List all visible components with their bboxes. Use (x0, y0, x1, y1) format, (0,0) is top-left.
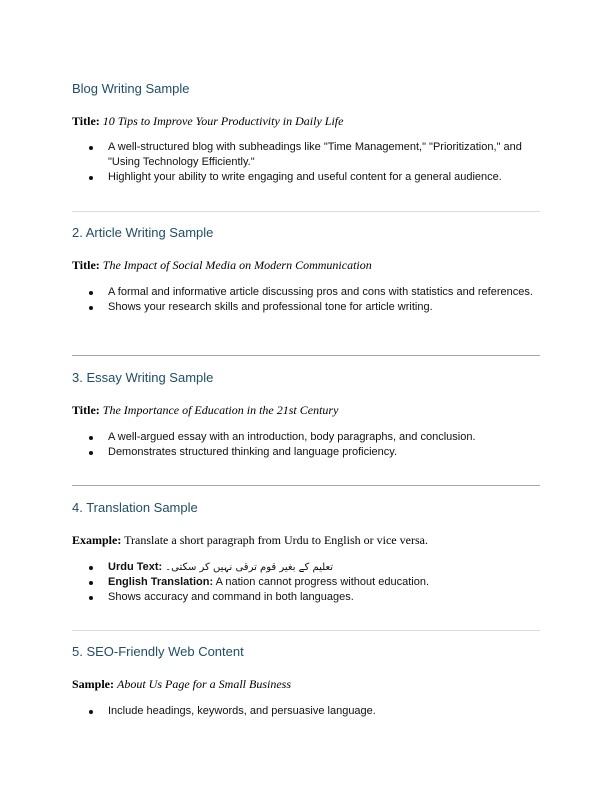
list-item: Demonstrates structured thinking and language proficiency. (72, 445, 540, 460)
title-line (72, 258, 540, 273)
bullet-list (72, 560, 540, 605)
english-label: English Translation: (108, 576, 214, 588)
section-blog (72, 81, 540, 185)
section-seo (72, 644, 540, 719)
list-item (72, 560, 540, 575)
divider (72, 630, 540, 631)
section-heading: Blog Writing Sample (72, 81, 190, 96)
section-article (72, 225, 540, 315)
title-label: Title: (72, 403, 100, 417)
section-heading: 5. SEO-Friendly Web Content (72, 644, 244, 659)
list-item (72, 575, 540, 590)
list-item: Highlight your ability to write engaging and useful content for a general audience. (72, 170, 540, 185)
list-item: Include headings, keywords, and persuasive language. (72, 704, 540, 719)
section-essay (72, 370, 540, 460)
urdu-text: تعلیم کے بغیر قوم ترقی نہیں کر سکتی۔ (165, 562, 334, 573)
bullet-list (72, 430, 540, 460)
title-line (72, 403, 540, 418)
title-label: Title: (72, 114, 100, 128)
section-heading: 3. Essay Writing Sample (72, 370, 214, 385)
list-item: Shows your research skills and professional tone for article writing. (72, 300, 540, 315)
section-translation (72, 500, 540, 605)
title-label: Title: (72, 258, 100, 272)
list-item: A well-argued essay with an introduction, body paragraphs, and conclusion. (72, 430, 540, 445)
urdu-label: Urdu Text: (108, 561, 163, 573)
section-heading: 2. Article Writing Sample (72, 225, 214, 240)
section-heading: 4. Translation Sample (72, 500, 198, 515)
title-line (72, 533, 540, 548)
title-text: About Us Page for a Small Business (117, 677, 291, 691)
divider (72, 485, 540, 486)
list-item: A well-structured blog with subheadings like "Time Management," "Prioritization," and "Using Technology Efficiently." (72, 140, 540, 170)
bullet-list (72, 140, 540, 185)
divider (72, 211, 540, 212)
title-line (72, 114, 540, 129)
title-text: The Importance of Education in the 21st Century (102, 403, 339, 417)
title-text: The Impact of Social Media on Modern Communication (102, 258, 372, 272)
title-line (72, 677, 540, 692)
divider (72, 355, 540, 356)
bullet-list (72, 285, 540, 315)
list-item: Shows accuracy and command in both languages. (72, 590, 540, 605)
title-label: Example: (72, 533, 122, 547)
bullet-list (72, 704, 540, 719)
title-text: 10 Tips to Improve Your Productivity in Daily Life (102, 114, 344, 128)
list-item: A formal and informative article discussing pros and cons with statistics and references. (72, 285, 540, 300)
english-text: A nation cannot progress without education. (215, 576, 429, 588)
title-label: Sample: (72, 677, 114, 691)
title-text: Translate a short paragraph from Urdu to English or vice versa. (124, 533, 428, 547)
